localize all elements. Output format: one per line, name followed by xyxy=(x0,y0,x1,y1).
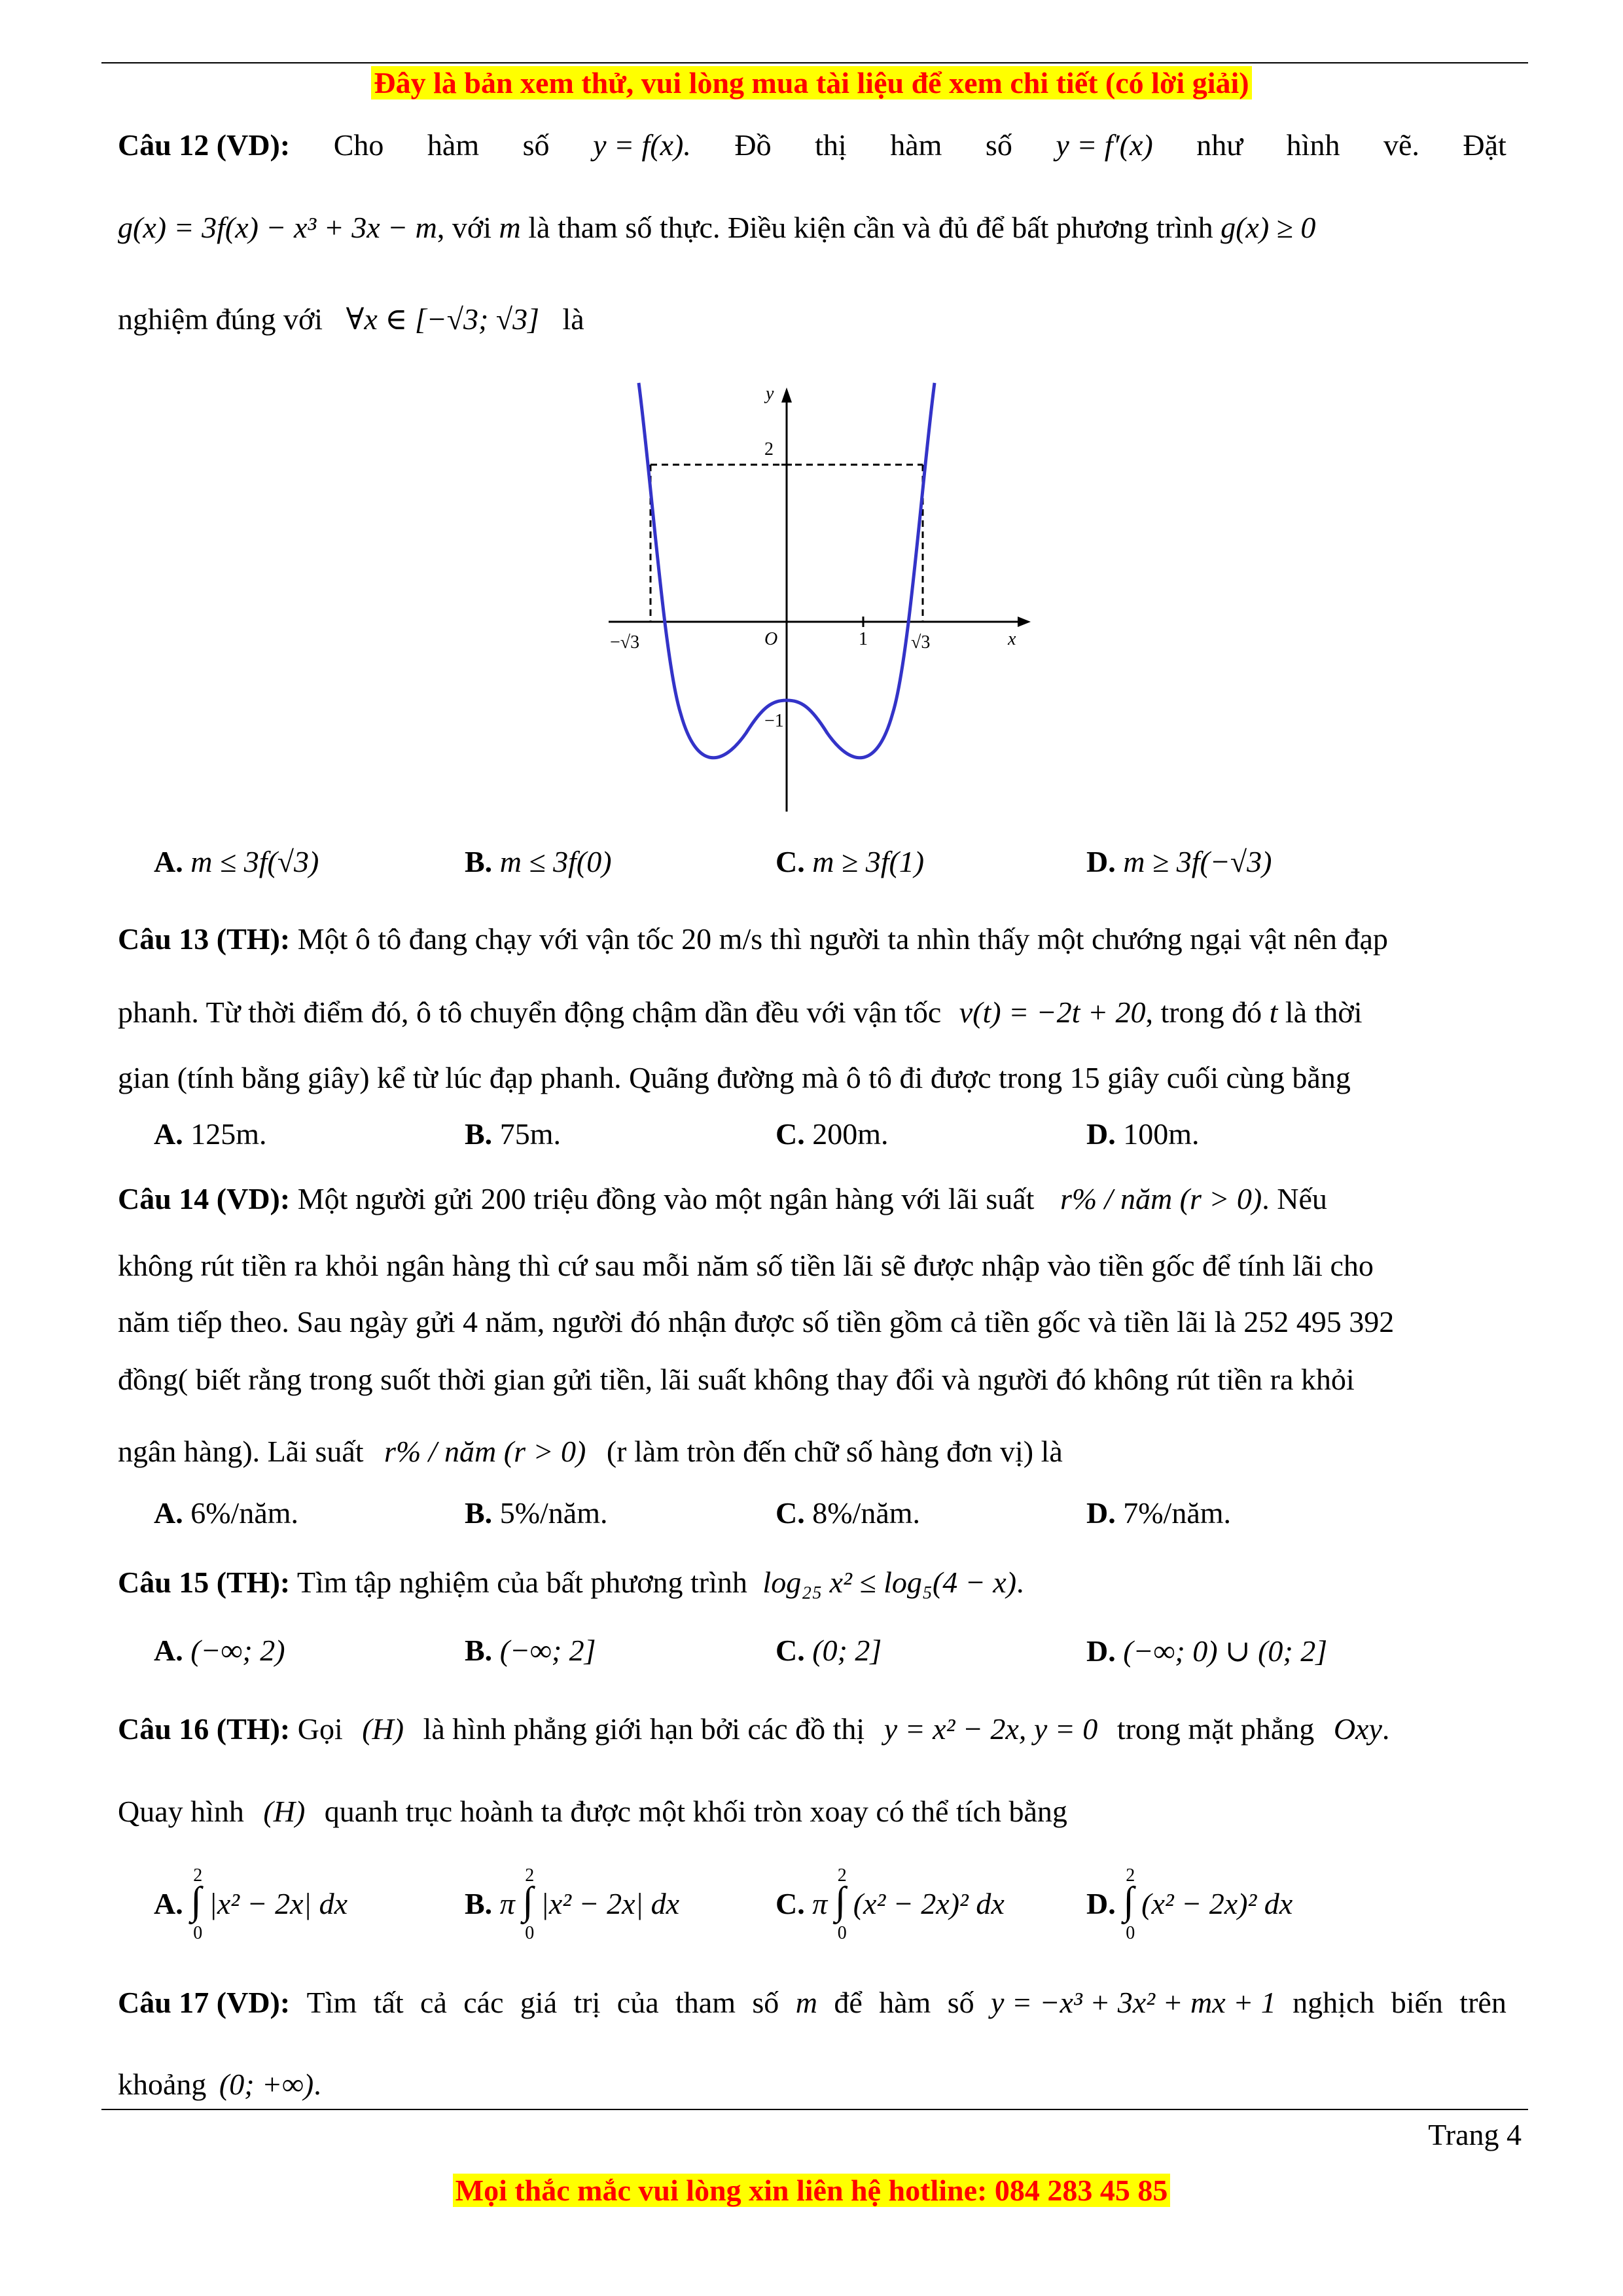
integral-sign: ∫ 2 0 xyxy=(1123,1865,1135,1943)
x-axis-arrow xyxy=(1018,617,1031,627)
q14-line-3: năm tiếp theo. Sau ngày gửi 4 năm, người đó nhận được số tiền gồm cả tiền gốc và tiền lãi là 252 495 392 xyxy=(118,1305,1395,1338)
q12-math-f: y = f(x). xyxy=(593,128,691,162)
q13-option-c[interactable]: C. 200m. xyxy=(776,1117,889,1151)
q12-math-g: g(x) = 3f(x) − x³ + 3x − m xyxy=(118,211,437,244)
q12-option-b[interactable]: B. m ≤ 3f(0) xyxy=(465,845,612,878)
q14-math-rate-2: r% / năm (r > 0) xyxy=(384,1435,586,1468)
q12-line-1: Câu 12 (VD): Cho hàm số y = f(x). Đồ thị hàm số y = f′(x) như hình vẽ. Đặt xyxy=(118,126,1507,165)
hotline-text: Mọi thắc mắc vui lòng xin liên hệ hotline: 084 283 45 85 xyxy=(453,2174,1171,2207)
q13-label: Câu 13 (TH): xyxy=(118,922,291,956)
q12-math-interval: ∀x ∈ [−√3; √3] xyxy=(346,302,539,336)
q13-option-d[interactable]: D. 100m. xyxy=(1086,1117,1200,1151)
q14-math-rate: r% / năm (r > 0) xyxy=(1060,1182,1262,1215)
q16-option-b[interactable]: B. π ∫ 2 0 |x² − 2x| dx xyxy=(465,1865,680,1943)
q13-line-1: Câu 13 (TH): Một ô tô đang chạy với vận tốc 20 m/s thì người ta nhìn thấy một chướng ngại vật nên đạp xyxy=(118,922,1388,956)
q15-label: Câu 15 (TH): xyxy=(118,1566,291,1599)
q16-option-a[interactable]: A. ∫ 2 0 |x² − 2x| dx xyxy=(154,1865,348,1943)
tick-label-2: 2 xyxy=(764,439,774,459)
q15-math-log: log₂₅ x² ≤ log₅(4 − x) xyxy=(762,1566,1017,1599)
tick-label-sqrt3: √3 xyxy=(911,632,931,653)
q14-option-b[interactable]: B. 5%/năm. xyxy=(465,1496,608,1530)
integral-sign: ∫ 2 0 xyxy=(834,1865,847,1943)
q12-option-d[interactable]: D. m ≥ 3f(−√3) xyxy=(1086,845,1272,878)
q13-math-velocity: v(t) = −2t + 20 xyxy=(959,996,1146,1029)
q12-math-ineq: g(x) ≥ 0 xyxy=(1221,211,1316,244)
q15-option-b[interactable]: B. (−∞; 2] xyxy=(465,1634,596,1667)
q12-option-a[interactable]: A. m ≤ 3f(√3) xyxy=(154,845,319,878)
q16-option-c[interactable]: C. π ∫ 2 0 (x² − 2x)² dx xyxy=(776,1865,1005,1943)
q15-option-a[interactable]: A. (−∞; 2) xyxy=(154,1634,285,1667)
origin-label: O xyxy=(764,629,778,649)
q17-line-1: Câu 17 (VD): Tìm tất cả các giá trị của tham số m để hàm số y = −x³ + 3x² + mx + 1 nghịch biến trên xyxy=(118,1983,1507,2022)
q15-option-d[interactable]: D. (−∞; 0) ∪ (0; 2] xyxy=(1086,1634,1328,1668)
x-axis-label: x xyxy=(1008,629,1016,649)
bottom-rule xyxy=(101,2109,1528,2110)
page-number: Trang 4 xyxy=(1428,2118,1522,2151)
q16-option-d[interactable]: D. ∫ 2 0 (x² − 2x)² dx xyxy=(1086,1865,1293,1943)
q17-math-function: y = −x³ + 3x² + mx + 1 xyxy=(991,1986,1276,2019)
preview-banner-text: Đây là bản xem thử, vui lòng mua tài liệu để xem chi tiết (có lời giải) xyxy=(371,66,1251,99)
q14-line-2: không rút tiền ra khỏi ngân hàng thì cứ sau mỗi năm số tiền lãi sẽ được nhập vào tiền gốc để tính lãi cho xyxy=(118,1249,1374,1282)
tick-label-1: 1 xyxy=(859,629,868,649)
q17-line-2: khoảng (0; +∞). xyxy=(118,2068,321,2101)
derivative-graph xyxy=(589,380,1047,825)
tick-label-neg-sqrt3: −√3 xyxy=(610,632,640,653)
q12-option-c[interactable]: C. m ≥ 3f(1) xyxy=(776,845,925,878)
q15-option-c[interactable]: C. (0; 2] xyxy=(776,1634,882,1667)
q15-line-1: Câu 15 (TH): Tìm tập nghiệm của bất phương trình log₂₅ x² ≤ log₅(4 − x). xyxy=(118,1566,1024,1599)
q12-math-fprime: y = f′(x) xyxy=(1056,128,1153,162)
q13-option-a[interactable]: A. 125m. xyxy=(154,1117,267,1151)
preview-banner xyxy=(0,65,1623,100)
q16-math-curves: y = x² − 2x, y = 0 xyxy=(883,1712,1098,1746)
y-axis-label: y xyxy=(766,384,774,404)
q14-option-a[interactable]: A. 6%/năm. xyxy=(154,1496,299,1530)
q13-line-2: phanh. Từ thời điểm đó, ô tô chuyển động chậm dần đều với vận tốc v(t) = −2t + 20, trong đó t là thời xyxy=(118,996,1363,1029)
q17-label: Câu 17 (VD): xyxy=(118,1986,291,2019)
top-rule xyxy=(101,62,1528,63)
tick-label-minus1: −1 xyxy=(764,711,784,731)
q12-label: Câu 12 (VD): xyxy=(118,128,291,162)
integral-sign: ∫ 2 0 xyxy=(522,1865,535,1943)
q16-label: Câu 16 (TH): xyxy=(118,1712,291,1746)
hotline-banner xyxy=(0,2173,1623,2208)
q14-line-4: đồng( biết rằng trong suốt thời gian gửi tiền, lãi suất không thay đổi và người đó không rút tiền ra khỏi xyxy=(118,1363,1355,1396)
q14-line-5: ngân hàng). Lãi suất r% / năm (r > 0) (r làm tròn đến chữ số hàng đơn vị) là xyxy=(118,1435,1063,1468)
q14-label: Câu 14 (VD): xyxy=(118,1182,291,1215)
q14-option-d[interactable]: D. 7%/năm. xyxy=(1086,1496,1232,1530)
q13-option-b[interactable]: B. 75m. xyxy=(465,1117,561,1151)
q16-line-1: Câu 16 (TH): Gọi (H) là hình phẳng giới hạn bởi các đồ thị y = x² − 2x, y = 0 trong mặt phẳng Oxy. xyxy=(118,1712,1390,1746)
q14-line-1: Câu 14 (VD): Một người gửi 200 triệu đồng vào một ngân hàng với lãi suất r% / năm (r > 0). Nếu xyxy=(118,1182,1327,1215)
y-axis-arrow xyxy=(781,387,792,403)
integral-sign: ∫ 2 0 xyxy=(190,1865,203,1943)
q13-line-3: gian (tính bằng giây) kể từ lúc đạp phanh. Quãng đường mà ô tô đi được trong 15 giây cuối cùng bằng xyxy=(118,1061,1351,1094)
q14-option-c[interactable]: C. 8%/năm. xyxy=(776,1496,921,1530)
q12-line-2: g(x) = 3f(x) − x³ + 3x − m, với m là tham số thực. Điều kiện cần và đủ để bất phương trình g(x) ≥ 0 xyxy=(118,211,1316,244)
q12-line-3: nghiệm đúng với ∀x ∈ [−√3; √3] là xyxy=(118,302,584,336)
q16-line-2: Quay hình (H) quanh trục hoành ta được một khối tròn xoay có thể tích bằng xyxy=(118,1795,1067,1828)
